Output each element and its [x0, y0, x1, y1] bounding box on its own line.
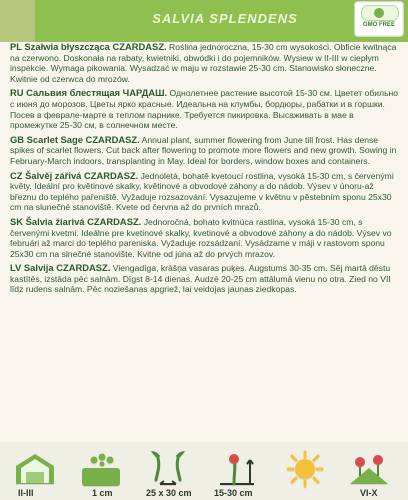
section-ru — [10, 88, 401, 130]
description-text — [10, 42, 401, 442]
header-banner — [0, 0, 408, 42]
section-text: Однолетнее растение высотой 15-30 см. Цветет обильно с июня до морозов. Цветы ярко красные. Идеальна на клумбы, бордюры, рабатки и в горшки. Посев в феврале-марте в теплом парнике. Требуется пикировка. Высаживать в мае в промежутке 25-30 см, в солнечном месте. — [10, 88, 399, 131]
section-text: Annual plant, summer flowering from June till frost. Has dense spikes of scarlet flowers. Cut back after flowering to promote more flowers and new growth. Sowing in February-March indoors, transplanting in May. Ideal for borders, window boxes and containers. — [10, 134, 397, 166]
height-icon — [214, 450, 260, 488]
flowering-icon — [346, 450, 392, 488]
section-text: Viengadīga, krāšņa vasaras puķes. Augstums 30-35 cm. Sēj martā dēstu kastītēs, izstāda pēc salnām. Dīgst 8-14 dienas. Audzē 20-25 cm attālumā vienu no otra. Zied no VII līdz rudens salnām. Pēc noziešanas apgriež, lai veidojas jaunas ziedkopas. — [10, 263, 391, 295]
flowering-label: VI-X — [360, 488, 378, 498]
section-text: Jednoročná, bohato kvitnúca rastlina, vysoká 15-30 cm, s červenými kvetmi. Ideálne pre kvetinové skalky, kvetinové a obvodové záhony a do nádob. Výsev vo februári až marci do teplého pareniska. Vyžaduje rozsádzaní. Vysádzame v máji v rastovom sponu 25x30 cm na slnečné stanovište. Kvitne od júna až do prvých mrazov. — [10, 216, 392, 259]
left-strip — [0, 0, 35, 42]
sun-icon — [282, 450, 328, 488]
sowing-depth-icon — [78, 450, 124, 488]
section-sk — [10, 217, 401, 259]
growing-icons-row — [0, 442, 408, 500]
greenhouse-label: II-III — [18, 488, 34, 498]
gmo-free-icon — [361, 5, 399, 21]
gmo-free-badge — [354, 1, 404, 37]
gmo-free-text: GMO FREE — [362, 22, 395, 28]
section-heading: RU Сальвия блестящая ЧАРДАШ. — [10, 87, 168, 99]
height-label: 15-30 cm — [214, 488, 253, 498]
section-lv — [10, 263, 401, 295]
section-gb — [10, 135, 401, 167]
spacing-label: 25 x 30 cm — [146, 488, 192, 498]
section-heading: LV Salvija CZARDASZ. — [10, 262, 111, 274]
section-heading: PL Szałwia błyszcząca CZARDASZ. — [10, 42, 167, 52]
section-cz — [10, 171, 401, 213]
section-text: Roślina jednoroczna, 15-30 cm wysokości. Obficie kwitnąca na czerwono. Doskonała na rabaty, kwietniki, obwódki i do pojemników. Wysiew w II-III w ciepłym inspekcie. Wymaga pikowania. Wysadzać w maju w rozstawie 25-30 cm. Stanowisko słoneczne. Kwitnie od czerwca do mrozów. — [10, 42, 397, 84]
section-pl — [10, 42, 401, 84]
sowing-depth-label: 1 cm — [92, 488, 113, 498]
section-heading: SK Šalvia žiarivá CZARDASZ. — [10, 215, 142, 227]
section-heading: CZ Šalvěj zářivá CZARDASZ. — [10, 169, 139, 181]
product-title: SALVIA SPLENDENS — [152, 11, 298, 26]
section-heading: GB Scarlet Sage CZARDASZ. — [10, 133, 140, 145]
spacing-icon — [146, 450, 192, 488]
section-text: Jednoletá, bohatě kvetoucí rostlina, vysoká 15-30 cm, s červenými květy. Ideální pro květinové skalky, květinové a obvodové záhony a do nádob. Výsev v únoru-až březnu do teplého pařeniště. Vyžaduje rozsazování. Vysazujeme v květnu v pěstebním sponu 25x30 cm na slunečné stanoviště. Kvete od června až do prvních mrazů. — [10, 170, 394, 213]
greenhouse-icon — [12, 450, 58, 488]
